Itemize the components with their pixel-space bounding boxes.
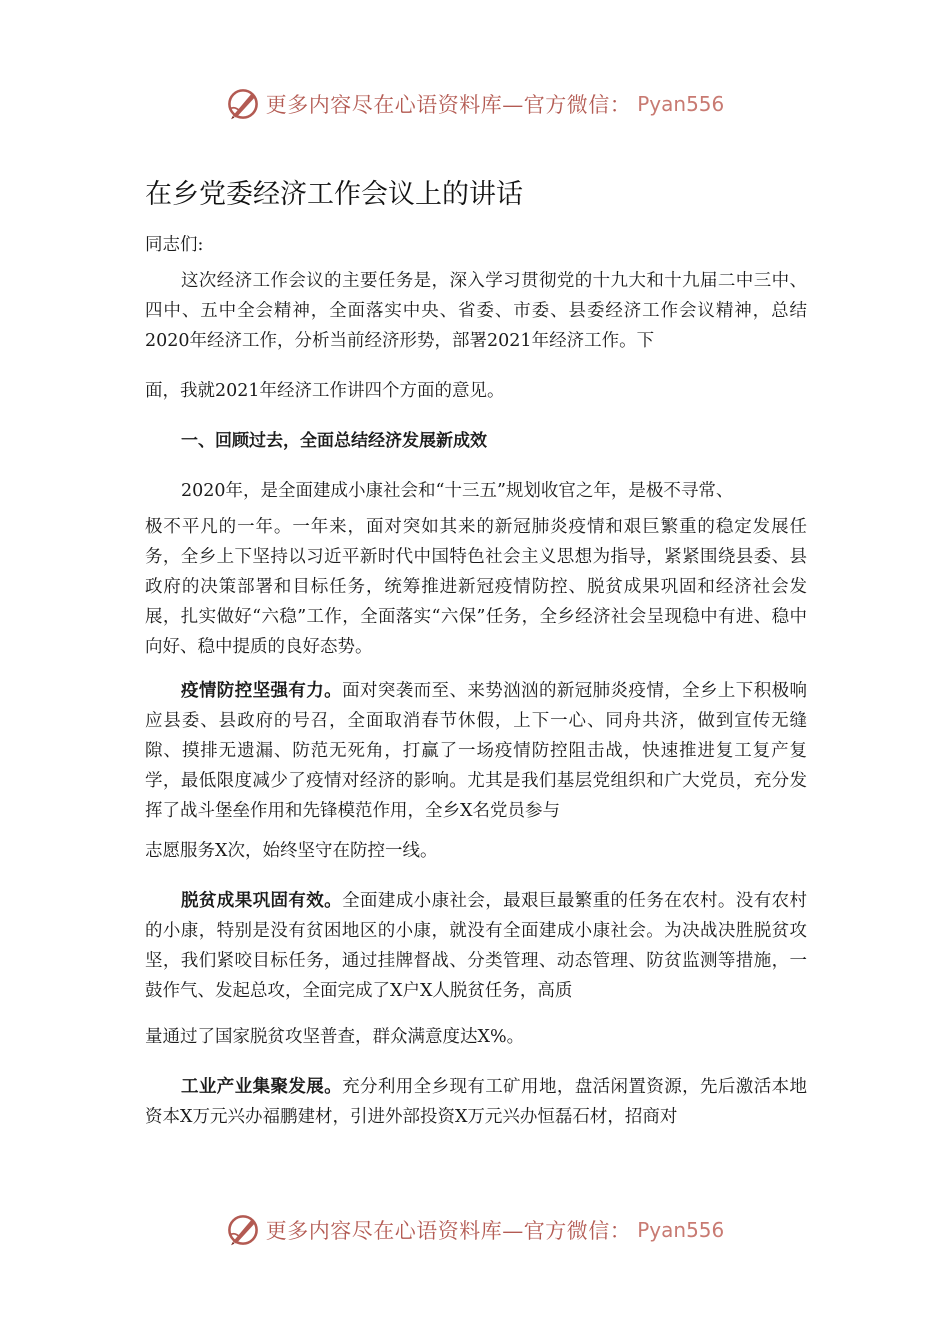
pen-in-circle-icon <box>226 1213 260 1247</box>
watermark-text: 更多内容尽在心语资料库—官方微信： <box>265 1219 632 1243</box>
salutation: 同志们: <box>145 235 204 255</box>
pen-in-circle-icon <box>226 87 260 121</box>
poverty-paragraph <box>145 886 807 1006</box>
watermark-wechat-id: Pyan556 <box>637 1218 725 1242</box>
industry-paragraph <box>145 1072 807 1132</box>
watermark-wechat-id: Pyan556 <box>637 92 725 116</box>
poverty-paragraph-end: 量通过了国家脱贫攻坚普查，群众满意度达X%。 <box>145 1027 525 1047</box>
intro-paragraph: 这次经济工作会议的主要任务是，深入学习贯彻党的十九大和十九届二中三中、四中、五中全会精神，全面落实中央、省委、市委、县委经济工作会议精神，总结2020年经济工作，分析当前经济形势，部署2021年经济工作。下 <box>145 271 807 351</box>
epidemic-lead: 疫情防控坚强有力。 <box>181 681 343 701</box>
epidemic-body: 面对突袭而至、来势汹汹的新冠肺炎疫情，全乡上下积极响应县委、县政府的号召，全面取消春节休假，上下一心、同舟共济，做到宣传无缝隙、摸排无遗漏、防范无死角，打赢了一场疫情防控阻击战，快速推进复工复产复学，最低限度减少了疫情对经济的影响。尤其是我们基层党组织和广大党员，充分发挥了战斗堡垒作用和先锋模范作用，全乡X名党员参与 <box>145 681 808 821</box>
watermark-banner-bottom <box>0 1210 950 1250</box>
page-title: 在乡党委经济工作会议上的讲话 <box>145 179 523 210</box>
section-heading-1: 一、回顾过去，全面总结经济发展新成效 <box>181 431 487 451</box>
poverty-lead: 脱贫成果巩固有效。 <box>181 891 343 911</box>
section1-paragraph: 极不平凡的一年。一年来，面对突如其来的新冠肺炎疫情和艰巨繁重的稳定发展任务，全乡上下坚持以习近平新时代中国特色社会主义思想为指导，紧紧围绕县委、县政府的决策部署和目标任务，统筹推进新冠疫情防控、脱贫成果巩固和经济社会发展，扎实做好“六稳”工作，全面落实“六保”任务，全乡经济社会呈现稳中有进、稳中向好、稳中提质的良好态势。 <box>145 517 807 657</box>
intro-paragraph-continued: 面，我就2021年经济工作讲四个方面的意见。 <box>145 381 505 401</box>
epidemic-paragraph-end: 志愿服务X次，始终坚守在防控一线。 <box>145 841 438 861</box>
industry-body: 充分利用全乡现有工矿用地，盘活闲置资源，先后激活本地资本X万元兴办福鹏建材，引进外部投资X万元兴办恒磊石材，招商对 <box>145 1077 808 1127</box>
watermark-text: 更多内容尽在心语资料库—官方微信： <box>265 93 632 117</box>
epidemic-paragraph <box>145 676 807 826</box>
poverty-body: 全面建成小康社会，最艰巨最繁重的任务在农村。没有农村的小康，特别是没有贫困地区的小康，就没有全面建成小康社会。为决战决胜脱贫攻坚，我们紧咬目标任务，通过挂牌督战、分类管理、动态管理、防贫监测等措施，一鼓作气、发起总攻，全面完成了X户X人脱贫任务，高质 <box>145 891 808 1001</box>
watermark-banner-top <box>0 84 950 124</box>
section1-paragraph-first-line: 2020年，是全面建成小康社会和“十三五”规划收官之年，是极不寻常、 <box>181 481 734 501</box>
industry-lead: 工业产业集聚发展。 <box>181 1077 343 1097</box>
